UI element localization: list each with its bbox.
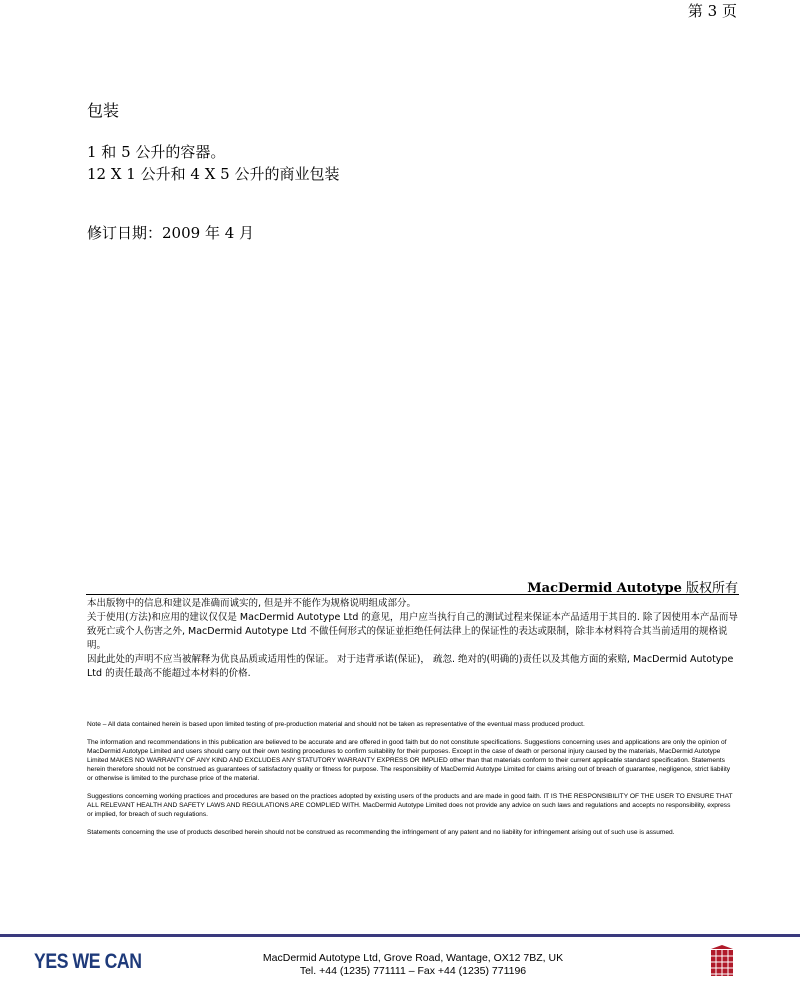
disclaimer-paragraph: 关于使用(方法)和应用的建议仅仅是 MacDermid Autotype Ltd 的意见，用户应当执行自己的测试过程来保证本产品适用于其目的. 除了因使用本产品而导致死亡或个人伤害之外, MacDermid Autotype Ltd 不做任何形式的保证並拒绝任何法律上的保证性的表达或限制，除非本材料符合其当前适用的规格说明。 (87, 612, 738, 651)
disclaimer-chinese (87, 597, 739, 681)
yes-we-can-logo: YES WE CAN (34, 950, 142, 973)
note-paragraph: Note – All data contained herein is based upon limited testing of pre-production material and should not be taken as representative of the eventual mass produced product. (87, 721, 585, 728)
note-paragraph: Statements concerning the use of products described herein should not be construed as recommending the infringement of any patent and no liability for infringement arising out of such use is assumed. (87, 829, 675, 836)
macdermid-tartan-logo-icon (709, 945, 735, 977)
address-line: MacDermid Autotype Ltd, Grove Road, Wantage, OX12 7BZ, UK (262, 952, 564, 964)
packaging-title: 包装 (87, 101, 120, 120)
packaging-line: 12 X 1 公升和 4 X 5 公升的商业包装 (87, 165, 340, 183)
phone-fax-line: Tel. +44 (1235) 771111 – Fax +44 (1235) 771196 (299, 965, 527, 977)
company-address (213, 952, 613, 978)
disclaimer-english (87, 720, 737, 846)
disclaimer-paragraph: 因此此处的声明不应当被解释为优良品质或适用性的保证。 对于违背承诺(保证)， 疏忽. 绝对的(明确的)责任以及其他方面的索赔, MacDermid Autotype Ltd 的责任最高不能超过本材料的价格. (87, 654, 734, 679)
packaging-line: 1 和 5 公升的容器。 (87, 143, 226, 161)
note-paragraph: Suggestions concerning working practices and procedures are based on the practices adopted by existing users of the products and are made in good faith. IT IS THE RESPONSIBILITY OF THE USER TO ENSURE THAT ALL RELEVANT HEALTH AND SAFETY LAWS AND REGULATIONS ARE COMPLIED WITH. MacDermid Autotype Limited does not provide any advice on such laws and regulations and accepts no responsibility, express or implied, for breach of such regulations. (87, 793, 733, 818)
revision-date: 修订日期：2009 年 4 月 (87, 224, 255, 242)
page-number: 第 3 页 (687, 2, 737, 20)
disclaimer-paragraph: 本出版物中的信息和建议是准确而诚实的, 但是并不能作为规格说明组成部分。 (87, 598, 417, 609)
copyright-owner: MacDermid Autotype (527, 581, 682, 596)
note-paragraph: The information and recommendations in this publication are believed to be accurate and are offered in good faith but do not constitute specifications. Suggestions concerning uses and applications are only the opinion of MacDermid Autotype Limited and users should carry out their own testing procedures to confirm suitability for their purposes. Except in the case of death or personal injury caused by the materials, MacDermid Autotype Limited MAKES NO WARRANTY OF ANY KIND AND EXCLUDES ANY STATUTORY WARRANTY EXPRESS OR IMPLIED other than that materials conform to their current applicable standard specification. Statements herein therefore should not be construed as guarantees of satisfactory quality or fitness for purpose. The responsibility of MacDermid Autotype Limited for claims arising out of breach of guarantee, negligence, strict liability or otherwise is limited to the purchase price of the material. (87, 739, 731, 782)
divider (86, 594, 739, 595)
footer-divider (0, 934, 800, 937)
copyright-suffix: 版权所有 (681, 581, 738, 596)
